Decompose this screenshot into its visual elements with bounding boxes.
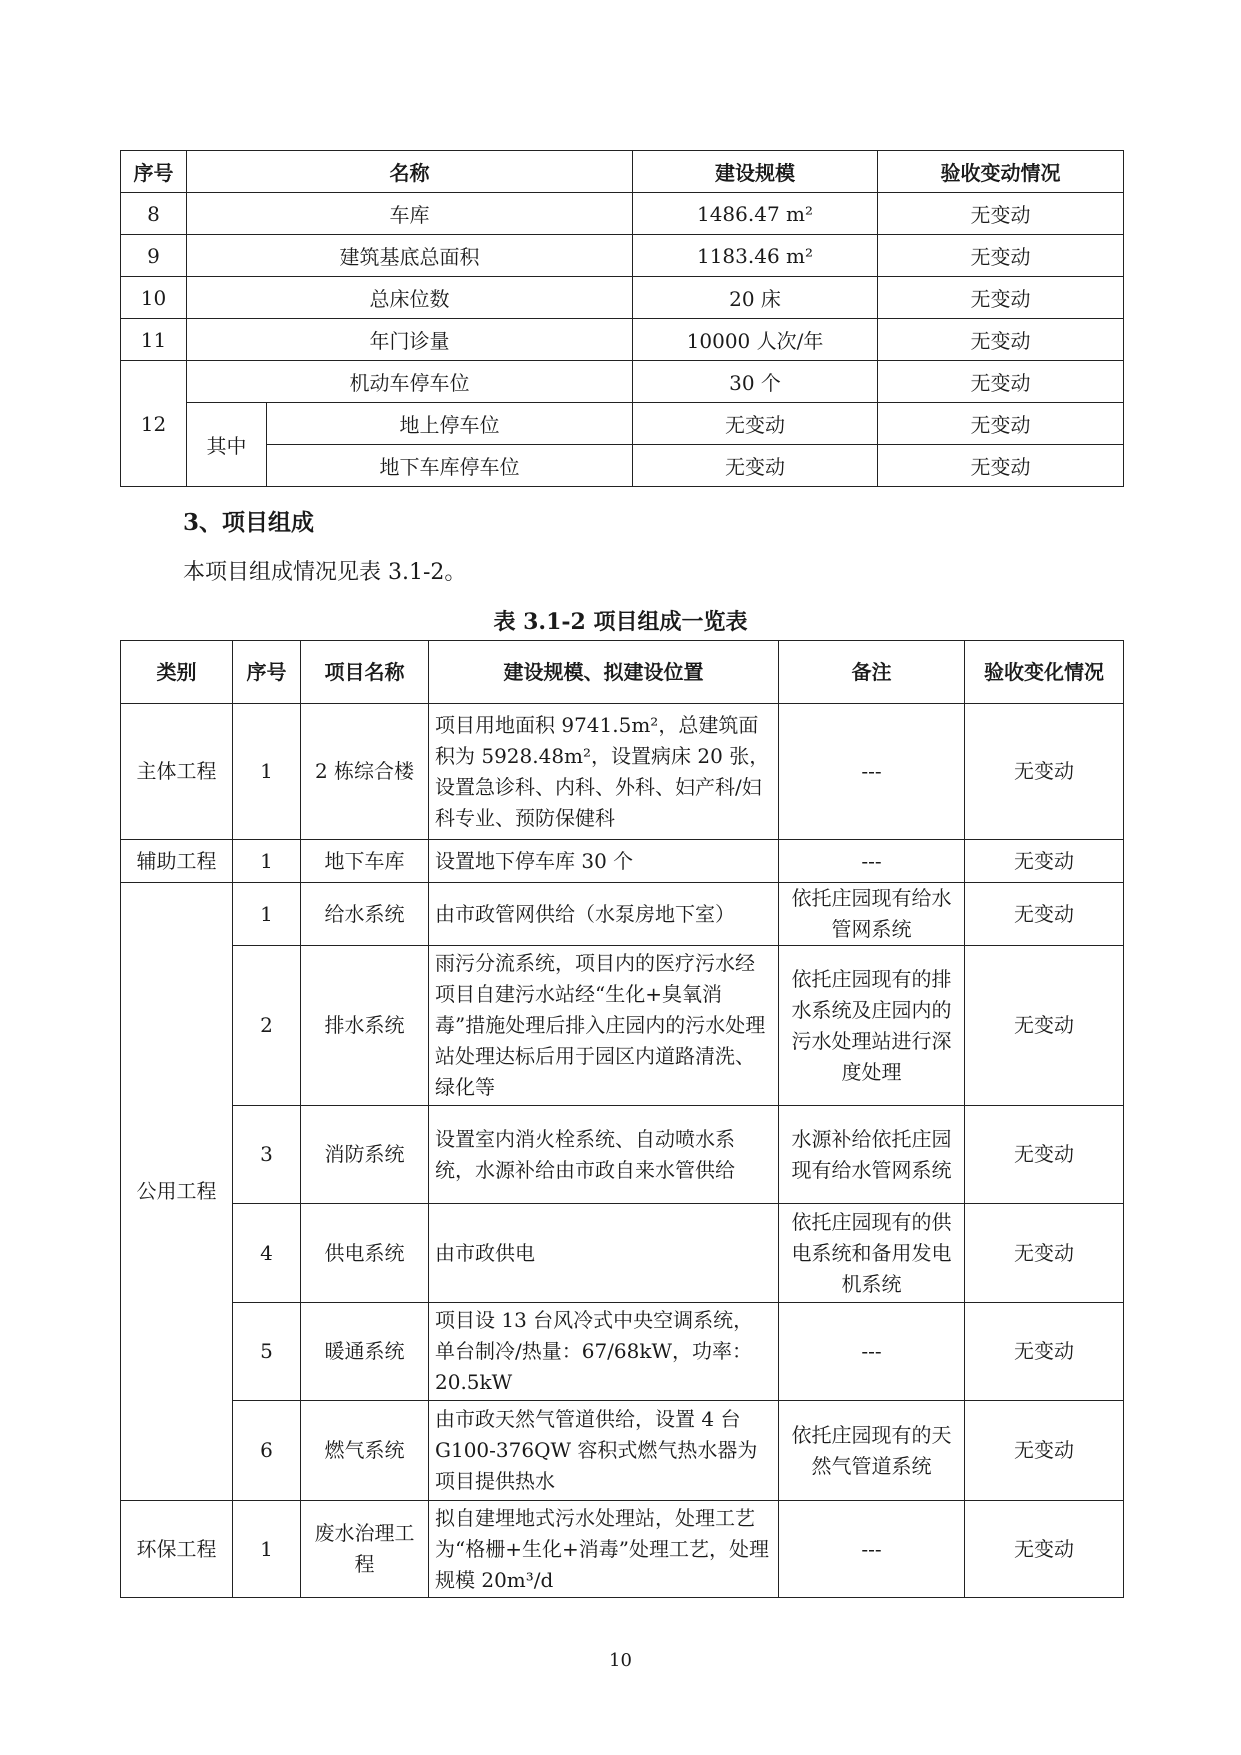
header-no: 序号 [121, 151, 187, 193]
table-row [121, 319, 1124, 361]
row-name: 年门诊量 [187, 319, 633, 361]
table-row [121, 277, 1124, 319]
row-no: 3 [233, 1106, 301, 1204]
row-scale: 30 个 [633, 361, 878, 403]
table-row [121, 361, 1124, 403]
table-row [121, 840, 1124, 883]
table-row [121, 403, 1124, 445]
row-status: 无变动 [965, 840, 1124, 883]
row-status: 无变动 [965, 946, 1124, 1106]
table-row [121, 946, 1124, 1106]
header-no: 序号 [233, 641, 301, 704]
table-caption: 表 3.1-2 项目组成一览表 [493, 609, 748, 635]
row-name: 地下车库 [301, 840, 429, 883]
table-row [121, 883, 1124, 946]
row-note: 依托庄园现有的供电系统和备用发电机系统 [779, 1204, 965, 1303]
table-header-row [121, 641, 1124, 704]
table-header-row [121, 151, 1124, 193]
table-row [121, 445, 1124, 487]
table-row [121, 193, 1124, 235]
row-scale: 项目用地面积 9741.5m²，总建筑面积为 5928.48m²，设置病床 20 张，设置急诊科、内科、外科、妇产科/妇科专业、预防保健科 [429, 704, 779, 840]
row-no: 1 [233, 840, 301, 883]
row-note: --- [779, 1303, 965, 1401]
row-name: 2 栋综合楼 [301, 704, 429, 840]
row-category: 主体工程 [121, 704, 233, 840]
group-label: 其中 [187, 403, 267, 487]
row-name: 废水治理工程 [301, 1501, 429, 1598]
header-category: 类别 [121, 641, 233, 704]
row-status: 无变动 [965, 1401, 1124, 1501]
project-composition-table [120, 640, 1124, 1598]
row-scale: 由市政天然气管道供给，设置 4 台 G100-376QW 容积式燃气热水器为项目提供热水 [429, 1401, 779, 1501]
row-note: 依托庄园现有的天然气管道系统 [779, 1401, 965, 1501]
section-paragraph: 本项目组成情况见表 3.1-2。 [183, 560, 467, 585]
section-heading: 3、项目组成 [183, 509, 315, 536]
row-status: 无变动 [878, 193, 1124, 235]
row-category: 环保工程 [121, 1501, 233, 1598]
row-no: 2 [233, 946, 301, 1106]
row-category: 公用工程 [121, 883, 233, 1501]
row-name: 地上停车位 [267, 403, 633, 445]
row-scale: 设置室内消火栓系统、自动喷水系统，水源补给由市政自来水管供给 [429, 1106, 779, 1204]
row-name: 地下车库停车位 [267, 445, 633, 487]
row-name: 机动车停车位 [187, 361, 633, 403]
row-scale: 拟自建埋地式污水处理站，处理工艺为“格栅+生化+消毒”处理工艺，处理规模 20m³/d [429, 1501, 779, 1598]
table-row [121, 1106, 1124, 1204]
row-note: --- [779, 1501, 965, 1598]
row-name: 建筑基底总面积 [187, 235, 633, 277]
row-note: 依托庄园现有给水管网系统 [779, 883, 965, 946]
row-no: 4 [233, 1204, 301, 1303]
row-name: 供电系统 [301, 1204, 429, 1303]
table-row [121, 1401, 1124, 1501]
row-status: 无变动 [878, 319, 1124, 361]
row-scale: 雨污分流系统，项目内的医疗污水经项目自建污水站经“生化+臭氧消毒”措施处理后排入庄园内的污水处理站处理达标后用于园区内道路清洗、绿化等 [429, 946, 779, 1106]
row-status: 无变动 [965, 1204, 1124, 1303]
row-no: 11 [121, 319, 187, 361]
table-row [121, 704, 1124, 840]
row-status: 无变动 [878, 361, 1124, 403]
header-scale-location: 建设规模、拟建设位置 [429, 641, 779, 704]
table-row [121, 1303, 1124, 1401]
row-status: 无变动 [965, 883, 1124, 946]
row-scale: 1183.46 m² [633, 235, 878, 277]
row-scale: 设置地下停车库 30 个 [429, 840, 779, 883]
row-name: 车库 [187, 193, 633, 235]
row-no: 9 [121, 235, 187, 277]
row-scale: 无变动 [633, 445, 878, 487]
row-note: 依托庄园现有的排水系统及庄园内的污水处理站进行深度处理 [779, 946, 965, 1106]
table-row [121, 1501, 1124, 1598]
row-category: 辅助工程 [121, 840, 233, 883]
row-scale: 由市政管网供给（水泵房地下室） [429, 883, 779, 946]
row-status: 无变动 [878, 445, 1124, 487]
header-scale: 建设规模 [633, 151, 878, 193]
row-note: --- [779, 704, 965, 840]
table-row [121, 235, 1124, 277]
table-row [121, 1204, 1124, 1303]
row-no: 10 [121, 277, 187, 319]
header-name: 名称 [187, 151, 633, 193]
row-scale: 无变动 [633, 403, 878, 445]
row-note: --- [779, 840, 965, 883]
header-project-name: 项目名称 [301, 641, 429, 704]
header-note: 备注 [779, 641, 965, 704]
row-status: 无变动 [965, 704, 1124, 840]
row-name: 消防系统 [301, 1106, 429, 1204]
row-no: 12 [121, 361, 187, 487]
row-no: 5 [233, 1303, 301, 1401]
row-name: 燃气系统 [301, 1401, 429, 1501]
header-status: 验收变动情况 [878, 151, 1124, 193]
row-status: 无变动 [965, 1501, 1124, 1598]
row-name: 给水系统 [301, 883, 429, 946]
row-status: 无变动 [878, 403, 1124, 445]
row-name: 暖通系统 [301, 1303, 429, 1401]
row-scale: 项目设 13 台风冷式中央空调系统，单台制冷/热量：67/68kW，功率：20.5kW [429, 1303, 779, 1401]
page-number: 10 [609, 1650, 632, 1671]
row-status: 无变动 [965, 1303, 1124, 1401]
row-status: 无变动 [878, 277, 1124, 319]
row-status: 无变动 [965, 1106, 1124, 1204]
header-status: 验收变化情况 [965, 641, 1124, 704]
row-no: 1 [233, 883, 301, 946]
row-scale: 由市政供电 [429, 1204, 779, 1303]
row-name: 总床位数 [187, 277, 633, 319]
row-name: 排水系统 [301, 946, 429, 1106]
row-no: 6 [233, 1401, 301, 1501]
row-scale: 10000 人次/年 [633, 319, 878, 361]
building-scale-table [120, 150, 1124, 487]
row-no: 1 [233, 1501, 301, 1598]
row-status: 无变动 [878, 235, 1124, 277]
row-no: 8 [121, 193, 187, 235]
row-scale: 1486.47 m² [633, 193, 878, 235]
row-note: 水源补给依托庄园现有给水管网系统 [779, 1106, 965, 1204]
row-scale: 20 床 [633, 277, 878, 319]
row-no: 1 [233, 704, 301, 840]
